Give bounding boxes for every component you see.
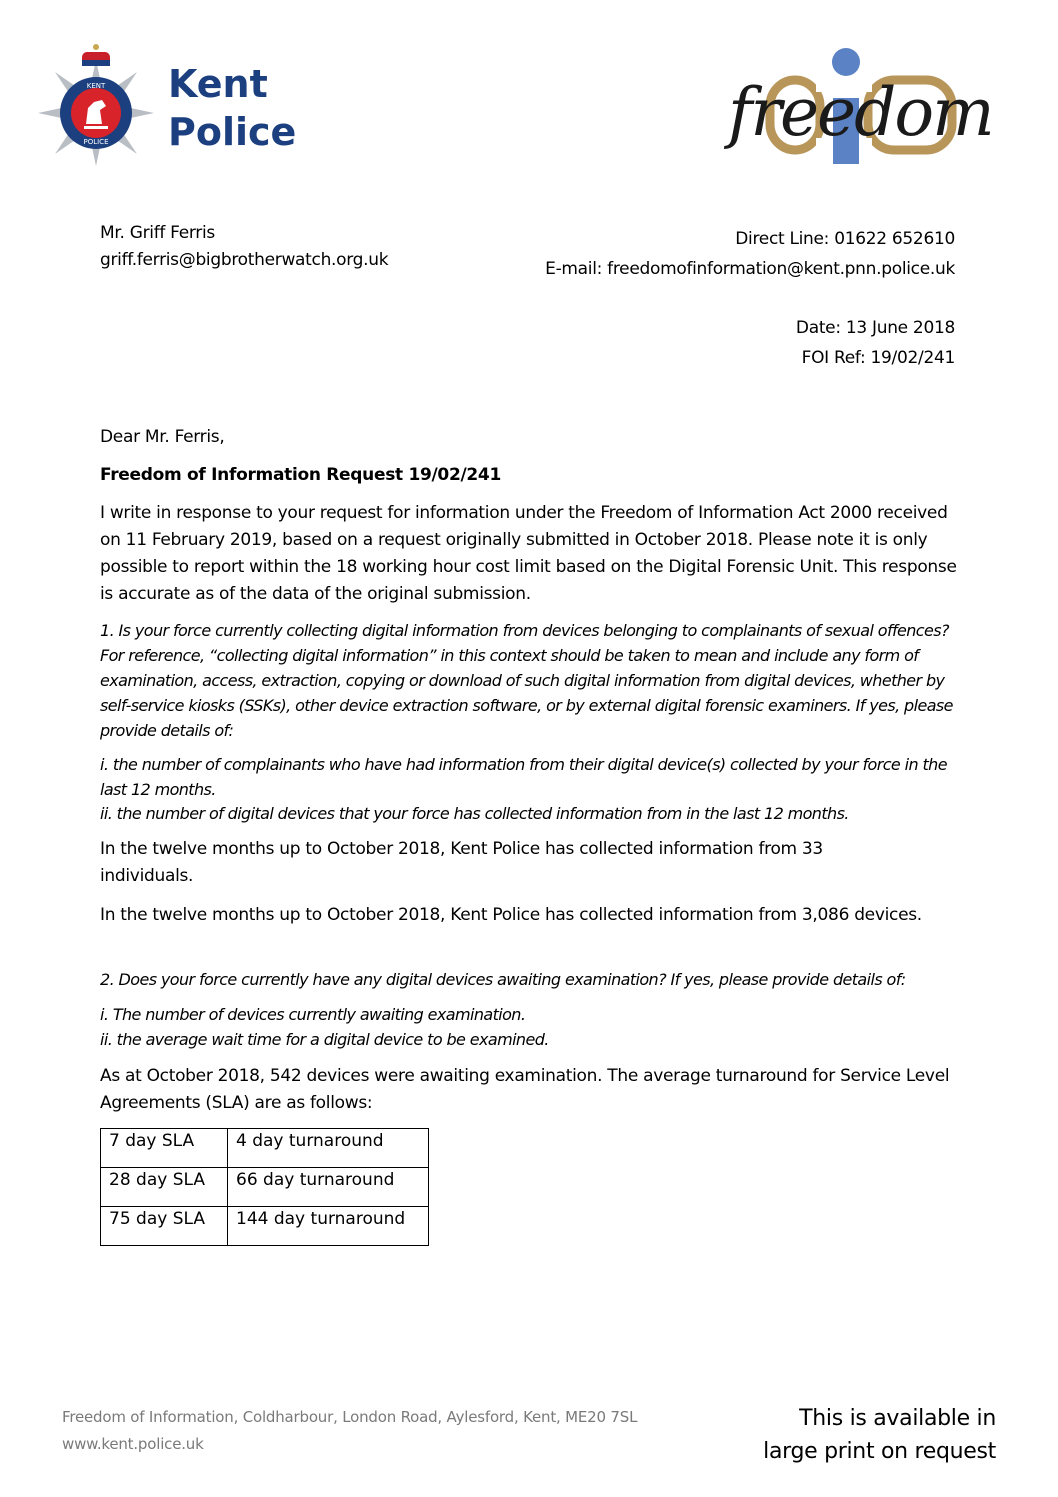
table-row <box>101 1129 429 1168</box>
question-2-part-i: i. The number of devices currently awaiting examination. <box>100 1005 526 1024</box>
question-2-part-ii: ii. the average wait time for a digital device to be examined. <box>100 1030 549 1049</box>
sla-cell: 7 day SLA <box>101 1129 228 1168</box>
freedom-of-information-logo-icon <box>726 40 993 168</box>
svg-text:KENT: KENT <box>86 82 106 90</box>
foi-reference: FOI Ref: 19/02/241 <box>801 348 955 368</box>
large-print-notice <box>763 1402 996 1468</box>
letter-date: Date: 13 June 2018 <box>795 318 955 338</box>
sla-cell: 28 day SLA <box>101 1168 228 1207</box>
question-2: 2. Does your force currently have any digital devices awaiting examination? If yes, please provide details of: <box>100 970 906 989</box>
direct-line: Direct Line: 01622 652610 <box>735 229 955 249</box>
large-print-line1: This is available in <box>799 1406 996 1431</box>
freedom-logo-text: freedom <box>728 74 993 151</box>
letter-subject: Freedom of Information Request 19/02/241 <box>100 465 501 485</box>
sla-table <box>100 1128 429 1246</box>
footer-address: Freedom of Information, Coldharbour, London Road, Aylesford, Kent, ME20 7SL <box>62 1408 638 1426</box>
answer-1-devices: In the twelve months up to October 2018, Kent Police has collected information from 3,086 devices. <box>100 905 922 925</box>
footer-address-block <box>62 1404 637 1458</box>
large-print-line2: large print on request <box>763 1439 996 1464</box>
recipient-email: griff.ferris@bigbrotherwatch.org.uk <box>100 250 389 270</box>
answer-1-individuals: In the twelve months up to October 2018, Kent Police has collected information from 33 individuals. <box>100 839 823 886</box>
footer-website-link[interactable]: www.kent.police.uk <box>62 1435 204 1453</box>
intro-paragraph: I write in response to your request for information under the Freedom of Information Act 2000 received on 11 February 2019, based on a request originally submitted in October 2018. Please note it is only possible to report within the 18 working hour cost limit based on the Digital Forensic Unit. This response is accurate as of the data of the original submission. <box>100 503 957 604</box>
kent-police-badge-icon <box>36 38 156 168</box>
recipient-block <box>100 220 388 274</box>
question-1-part-ii: ii. the number of digital devices that your force has collected information from in the last 12 months. <box>100 804 849 823</box>
table-row <box>101 1168 429 1207</box>
question-1: 1. Is your force currently collecting digital information from devices belonging to complainants of sexual offences? For reference, “collecting digital information” in this context should be taken to mean and include any form of examination, access, extraction, copying or download of such digital information from digital devices, whether by self-service kiosks (SSKs), other device extraction software, or by external digital forensic examiners. If yes, please provide details of: <box>100 621 953 740</box>
turnaround-cell: 4 day turnaround <box>228 1129 429 1168</box>
turnaround-cell: 66 day turnaround <box>228 1168 429 1207</box>
org-name-line1: Kent <box>168 62 268 106</box>
question-1-part-i: i. the number of complainants who have had information from their digital device(s) collected by your force in the last 12 months. <box>100 755 947 799</box>
answer-2: As at October 2018, 542 devices were awaiting examination. The average turnaround for Service Level Agreements (SLA) are as follows: <box>100 1066 950 1113</box>
org-name <box>168 60 296 156</box>
turnaround-cell: 144 day turnaround <box>228 1207 429 1246</box>
sla-cell: 75 day SLA <box>101 1207 228 1246</box>
table-row <box>101 1207 429 1246</box>
recipient-name: Mr. Griff Ferris <box>100 223 215 243</box>
sender-contact-block <box>545 224 955 284</box>
svg-text:POLICE: POLICE <box>83 138 109 146</box>
salutation: Dear Mr. Ferris, <box>100 427 225 447</box>
org-name-line2: Police <box>168 110 297 154</box>
reference-block <box>796 313 955 373</box>
sender-email: E-mail: freedomofinformation@kent.pnn.police.uk <box>545 259 955 279</box>
